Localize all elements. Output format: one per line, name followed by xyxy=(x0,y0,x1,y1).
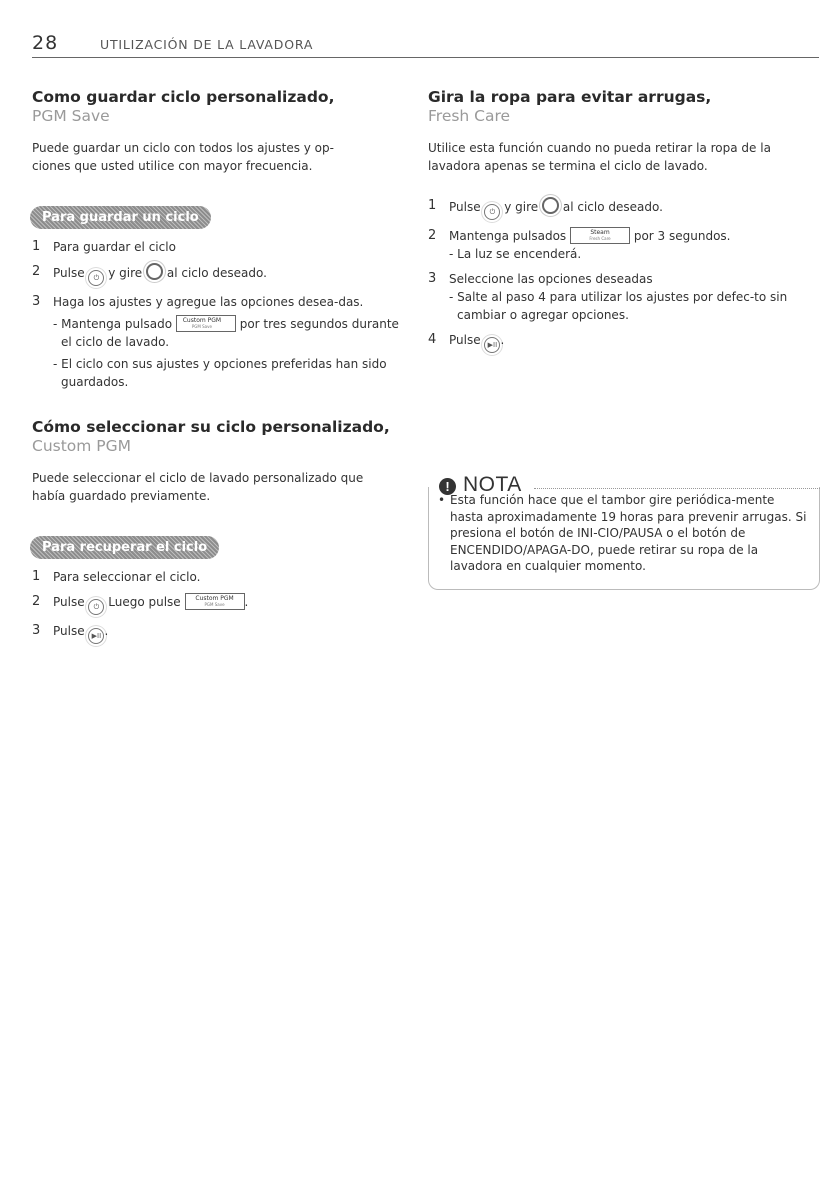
pgm-save-steps xyxy=(32,238,402,391)
button-sublabel: PGM Save xyxy=(204,602,225,607)
start-pause-button-icon: ▶II xyxy=(484,337,500,353)
cycle-dial-icon xyxy=(542,197,559,214)
step-text: Seleccione las opciones deseadas xyxy=(449,272,653,286)
pgm-save-pill: Para guardar un ciclo xyxy=(30,206,211,229)
cycle-dial-icon xyxy=(146,263,163,280)
list-item xyxy=(32,622,402,644)
list-item xyxy=(428,197,820,220)
step-number: 1 xyxy=(428,198,437,213)
start-pause-button-icon: ▶II xyxy=(88,628,104,644)
section-title: UTILIZACIÓN DE LA LAVADORA xyxy=(100,37,314,52)
alert-icon: ! xyxy=(439,478,456,495)
pgm-save-subtitle: PGM Save xyxy=(32,107,110,125)
steam-button-icon xyxy=(570,227,630,244)
note-title: NOTA xyxy=(463,473,522,496)
list-item xyxy=(428,227,820,263)
list-item xyxy=(32,568,402,586)
step-number: 1 xyxy=(32,569,41,584)
step-text: Pulse xyxy=(449,200,481,214)
step-period: . xyxy=(104,624,109,638)
step-text: Pulse xyxy=(53,595,85,609)
page-header xyxy=(32,30,819,58)
note-text: Esta función hace que el tambor gire periódica-mente hasta aproximadamente 19 horas para prevenir arrugas. Si presiona el botón de INI-CIO/PAUSA o el botón de ENCENDIDO/APAGA-DO, puede retirar su ropa de la lavadora en cualquier momento. xyxy=(450,493,807,573)
pgm-save-title: Como guardar ciclo personalizado, xyxy=(32,88,335,106)
step-text: y gire xyxy=(108,266,143,280)
list-item xyxy=(32,293,402,391)
step-sub-text: - Mantenga pulsado xyxy=(53,317,173,331)
step-sub-text: - El ciclo con sus ajustes y opciones preferidas han sido guardados. xyxy=(53,357,387,389)
fresh-care-title: Gira la ropa para evitar arrugas, xyxy=(428,88,712,106)
custom-pgm-button-icon xyxy=(176,315,236,332)
button-label: Steam xyxy=(590,229,610,236)
button-label: Custom PGM xyxy=(195,595,234,602)
step-sub-text: - Salte al paso 4 para utilizar los ajustes por defec-to sin cambiar o agregar opciones. xyxy=(449,290,788,322)
step-text: Pulse xyxy=(53,266,85,280)
note-body xyxy=(428,487,820,590)
custom-pgm-button-icon xyxy=(185,593,245,610)
step-period: . xyxy=(244,595,249,609)
step-number: 2 xyxy=(32,594,41,609)
step-number: 3 xyxy=(32,623,41,638)
pgm-save-intro: Puede guardar un ciclo con todos los ajustes y op-ciones que usted utilice con mayor frecuencia. xyxy=(32,141,334,173)
right-column xyxy=(428,88,820,360)
custom-pgm-title: Cómo seleccionar su ciclo personalizado, xyxy=(32,418,390,436)
list-item xyxy=(32,593,402,615)
left-column xyxy=(32,88,402,651)
custom-pgm-steps xyxy=(32,568,402,644)
step-number: 2 xyxy=(428,228,437,243)
step-text: por 3 segundos. xyxy=(633,229,731,243)
power-button-icon: ⏻ xyxy=(88,270,104,286)
step-number: 3 xyxy=(428,271,437,286)
step-number: 3 xyxy=(32,294,41,309)
button-sublabel: Fresh Care xyxy=(589,236,611,241)
power-button-icon: ⏻ xyxy=(88,599,104,615)
note-box xyxy=(428,475,820,590)
list-item xyxy=(32,263,402,286)
custom-pgm-intro: Puede seleccionar el ciclo de lavado personalizado que había guardado previamente. xyxy=(32,471,364,503)
step-text: al ciclo deseado. xyxy=(166,266,267,280)
custom-pgm-pill: Para recuperar el ciclo xyxy=(30,536,219,559)
button-label: Custom PGM xyxy=(182,317,222,324)
fresh-care-subtitle: Fresh Care xyxy=(428,107,511,125)
step-number: 4 xyxy=(428,332,437,347)
step-period: . xyxy=(500,333,505,347)
custom-pgm-subtitle: Custom PGM xyxy=(32,437,132,455)
bullet-dot: • xyxy=(438,493,446,507)
step-text: Mantenga pulsados xyxy=(449,229,567,243)
fresh-care-steps xyxy=(428,197,820,353)
step-sub-text: por tres segundos durante el ciclo de lavado. xyxy=(61,317,399,349)
step-text: al ciclo deseado. xyxy=(562,200,663,214)
button-sublabel: PGM Save xyxy=(191,324,212,329)
page-number: 28 xyxy=(32,32,59,54)
step-sub-text: - La luz se encenderá. xyxy=(449,247,582,261)
power-button-icon: ⏻ xyxy=(484,204,500,220)
fresh-care-intro: Utilice esta función cuando no pueda retirar la ropa de la lavadora apenas se termina el ciclo de lavado. xyxy=(428,141,771,173)
step-number: 1 xyxy=(32,239,41,254)
step-number: 2 xyxy=(32,264,41,279)
list-item xyxy=(32,238,402,256)
list-item xyxy=(436,492,809,575)
list-item xyxy=(428,270,820,324)
step-sub xyxy=(53,315,402,351)
step-text: Pulse xyxy=(53,624,85,638)
list-item xyxy=(428,331,820,353)
step-text: Para guardar el ciclo xyxy=(53,240,176,254)
step-text: Luego pulse xyxy=(108,595,181,609)
step-text: y gire xyxy=(504,200,539,214)
step-text: Haga los ajustes y agregue las opciones desea-das. xyxy=(53,295,364,309)
step-text: Para seleccionar el ciclo. xyxy=(53,570,201,584)
divider xyxy=(534,488,820,489)
step-text: Pulse xyxy=(449,333,481,347)
